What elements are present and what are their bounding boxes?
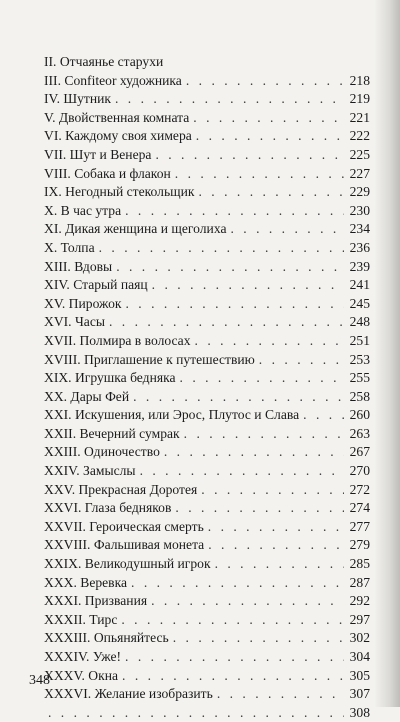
toc-entry-page: 236 [349,239,370,255]
toc-leader-dots [175,165,344,184]
toc-entry-title: XXIII. Одиночество [44,444,160,460]
toc-entry-page: 277 [349,518,370,534]
toc-entry-page: 241 [349,277,370,293]
toc-entry-title: V. Двойственная комната [44,109,190,125]
toc-entry-page: 304 [349,649,370,664]
toc-entry [44,53,370,72]
toc-entry [44,239,370,258]
toc-entry-page: 255 [349,370,370,386]
toc-leader-dots [201,481,344,500]
toc-entry [44,388,370,407]
toc-entry [44,443,370,462]
toc-entry-page: 270 [349,463,370,479]
toc-entry-page: 230 [349,202,370,218]
toc-entry-page: 219 [349,91,370,107]
toc-entry-title: XXXI. Призвания [44,593,148,609]
toc-entry [44,574,370,593]
toc-entry-page: 218 [349,72,370,88]
toc-entry-title: IX. Негодный стекольщик [44,184,195,200]
toc-entry [44,629,370,648]
toc-leader-dots [186,72,344,91]
toc-leader-dots [196,127,344,146]
toc-entry-title: XXX. Веревка [44,574,128,590]
toc-entry-page: 297 [349,611,370,627]
toc-leader-dots [125,648,344,667]
toc-leader-dots [180,369,344,388]
toc-entry-title: XX. Дары Фей [44,388,130,404]
toc-entry-page: 222 [349,128,370,144]
toc-entry [44,685,370,704]
toc-leader-dots [259,351,344,370]
toc-leader-dots [208,518,344,537]
toc-entry-title: XXXIII. Опьяняйтесь [44,630,169,646]
toc-entry-title: XVI. Часы [44,314,105,330]
toc-leader-dots [199,183,345,202]
toc-entry-page: 239 [349,258,370,274]
toc-entry-page: 221 [349,109,370,125]
toc-entry-page: 308 [349,704,370,720]
toc-entry-title: XXVI. Глаза бедняков [44,500,172,516]
toc-entry [44,165,370,184]
toc-entry-title: XIII. Вдовы [44,258,113,274]
toc-entry-title: XI. Дикая женщина и щеголиха [44,221,227,237]
toc-entry-page: 234 [349,221,370,237]
toc-entry-page: 305 [349,667,370,683]
toc-entry [44,146,370,165]
toc-entry-title: III. Confiteor художника [44,72,182,88]
toc-leader-dots [215,555,344,574]
toc-entry-page: 245 [349,295,370,311]
toc-entry [44,332,370,351]
toc-entry [44,536,370,555]
toc-entry-title: II. Отчаянье старухи [44,54,164,69]
toc-entry-title: XXI. Искушения, или Эрос, Плутос и Слава [44,407,300,423]
toc-entry [44,555,370,574]
toc-entry [44,313,370,332]
toc-leader-dots [193,109,344,128]
toc-entry [44,667,370,686]
toc-entry [44,72,370,91]
toc-entry-title: VII. Шут и Венера [44,146,152,162]
toc-entry [44,109,370,128]
toc-entry-title: XXXV. Окна [44,667,119,683]
toc-entry-title: XXVII. Героическая смерть [44,518,204,534]
page-edge-shadow [374,0,400,707]
toc-leader-dots [121,611,344,630]
toc-leader-dots [303,406,344,425]
toc-entry-page: 302 [349,630,370,646]
toc-entry-page: 279 [349,537,370,553]
toc-entry [44,406,370,425]
toc-entry-page: 258 [349,388,370,404]
toc-entry [44,183,370,202]
toc-entry-page: 253 [349,351,370,367]
toc-entry-page: 263 [349,425,370,441]
toc-entry-title: XIX. Игрушка бедняка [44,370,176,386]
toc-leader-dots [195,332,344,351]
toc-entry-title: XVII. Полмира в волосах [44,332,191,348]
toc-entry-title: XXXII. Тирс [44,611,118,627]
toc-leader-dots [116,258,344,277]
toc-entry-title: XV. Пирожок [44,295,122,311]
toc-entry-page: 225 [349,146,370,162]
toc-entry-page: 248 [349,314,370,330]
toc-entry [44,276,370,295]
toc-entry [44,258,370,277]
toc-leader-dots [152,276,344,295]
toc-entry-page: 285 [349,556,370,572]
toc-leader-dots [140,462,344,481]
toc-entry-title: XVIII. Приглашение к путешествию [44,351,255,367]
toc-leader-dots [99,239,344,258]
toc-entry-title: X. В час утра [44,202,122,218]
toc-leader-dots [208,536,344,555]
toc-leader-dots [133,388,344,407]
toc-entry [44,592,370,611]
toc-entry [44,462,370,481]
toc-leader-dots [131,574,344,593]
toc-entry-page: 267 [349,444,370,460]
toc-entry-title: XXIX. Великодушный игрок [44,556,211,572]
toc-entry-page: 292 [349,593,370,609]
toc-leader-dots [122,667,344,686]
toc-entry [44,518,370,537]
toc-leader-dots [175,499,344,518]
toc-entry-page: 260 [349,407,370,423]
toc-entry-page: 227 [349,165,370,181]
toc-entry-title: XXXVI. Желание изобразить [44,686,213,702]
toc-entry [44,369,370,388]
toc-entry-page: 272 [349,481,370,497]
page-number: 348 [29,673,50,688]
toc-entry [44,481,370,500]
toc-entry-title: XIV. Старый паяц [44,277,148,293]
toc-leader-dots [184,425,344,444]
toc-entry [44,351,370,370]
toc-leader-dots [125,202,344,221]
toc-entry-page: 229 [349,184,370,200]
toc-leader-dots [164,443,344,462]
toc-entry-title: VI. Каждому своя химера [44,128,192,144]
toc-entry-page: 251 [349,332,370,348]
toc-entry-title: XXVIII. Фальшивая монета [44,537,205,553]
toc-entry [44,295,370,314]
toc-entry [44,648,370,667]
table-of-contents [44,53,370,722]
toc-entry [44,220,370,239]
toc-entry [44,611,370,630]
toc-entry-title: IV. Шутник [44,91,111,107]
toc-leader-dots [115,90,344,109]
toc-entry-title: XXII. Вечерний сумрак [44,425,180,441]
toc-entry-page: 287 [349,574,370,590]
toc-entry-title: X. Толпа [44,239,95,255]
toc-leader-dots [173,629,344,648]
toc-leader-dots [217,685,344,704]
toc-leader-dots [109,313,344,332]
toc-leader-dots [230,220,344,239]
toc-entry-title: XXIV. Замыслы [44,463,136,479]
toc-entry [44,90,370,109]
toc-entry [44,202,370,221]
toc-entry-page: 307 [349,686,370,702]
toc-entry-title: VIII. Собака и флакон [44,165,171,181]
toc-entry-title: XXXIV. Уже! [44,649,122,664]
toc-entry-page: 274 [349,500,370,516]
toc-entry [44,127,370,146]
toc-entry [44,425,370,444]
toc-leader-dots [151,592,344,611]
toc-entry [44,499,370,518]
toc-entry-title: XXV. Прекрасная Доротея [44,481,198,497]
toc-leader-dots [155,146,344,165]
toc-leader-dots [125,295,344,314]
